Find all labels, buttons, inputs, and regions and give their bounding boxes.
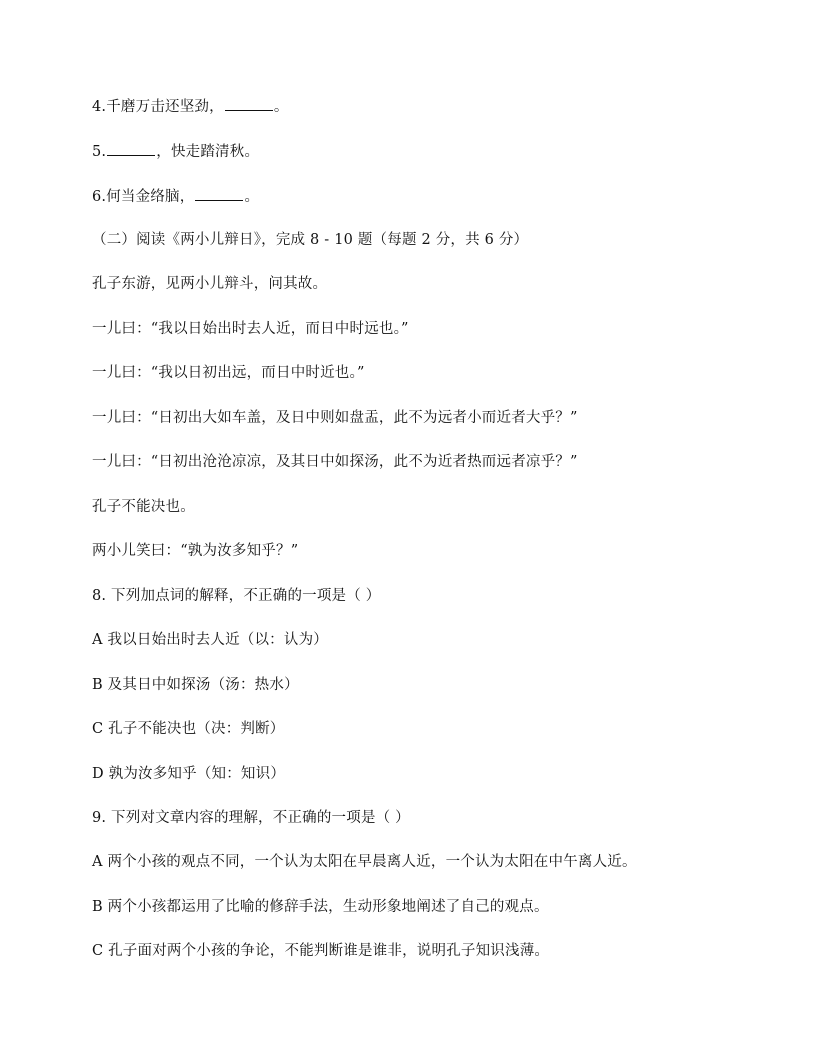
fill-blank-4-after: 。 (273, 99, 289, 115)
fill-blank-6-before: 6.何当金络脑， (92, 189, 195, 205)
passage-line: 一儿曰：“日初出大如车盖，及日中则如盘盂，此不为远者小而近者大乎？” (92, 410, 578, 426)
question-8-option-c: C 孔子不能决也（决：判断） (92, 721, 285, 737)
fill-blank-4 (92, 96, 289, 117)
fill-blank-6 (92, 186, 259, 207)
fill-blank-6-after: 。 (244, 189, 260, 205)
question-8-option-b: B 及其日中如探汤（汤：热水） (92, 677, 299, 693)
passage-line: 一儿曰：“我以日初出远，而日中时近也。” (92, 365, 365, 381)
question-8-option-a: A 我以日始出时去人近（以：认为） (92, 632, 328, 648)
passage-line: 一儿曰：“我以日始出时去人近，而日中时远也。” (92, 321, 409, 337)
question-8-option-d: D 孰为汝多知乎（知：知识） (92, 766, 286, 782)
blank-line (195, 186, 243, 201)
question-9-option-c: C 孔子面对两个小孩的争论，不能判断谁是谁非，说明孔子知识浅薄。 (92, 943, 550, 959)
fill-blank-4-before: 4.千磨万击还坚劲， (92, 99, 224, 115)
question-9-option-b: B 两个小孩都运用了比喻的修辞手法，生动形象地阐述了自己的观点。 (92, 899, 549, 915)
blank-line (225, 96, 273, 111)
fill-blank-5-after: ，快走踏清秋。 (156, 144, 260, 160)
passage-line: 两小儿笑曰：“孰为汝多知乎？” (92, 543, 299, 559)
question-9-stem: 9. 下列对文章内容的理解，不正确的一项是（ ） (92, 810, 410, 826)
blank-line (107, 141, 155, 156)
passage-line: 孔子不能决也。 (92, 499, 195, 515)
section-heading: （二）阅读《两小儿辩日》，完成 8 - 10 题（每题 2 分，共 6 分） (92, 232, 529, 248)
fill-blank-5 (92, 141, 259, 162)
passage-line: 一儿曰：“日初出沧沧凉凉，及其日中如探汤，此不为近者热而远者凉乎？” (92, 454, 578, 470)
question-8-stem: 8. 下列加点词的解释，不正确的一项是（ ） (92, 588, 381, 604)
fill-blank-5-before: 5. (92, 144, 107, 160)
passage-line: 孔子东游，见两小儿辩斗，问其故。 (92, 276, 328, 292)
question-9-option-a: A 两个小孩的观点不同，一个认为太阳在早晨离人近，一个认为太阳在中午离人近。 (92, 854, 637, 870)
